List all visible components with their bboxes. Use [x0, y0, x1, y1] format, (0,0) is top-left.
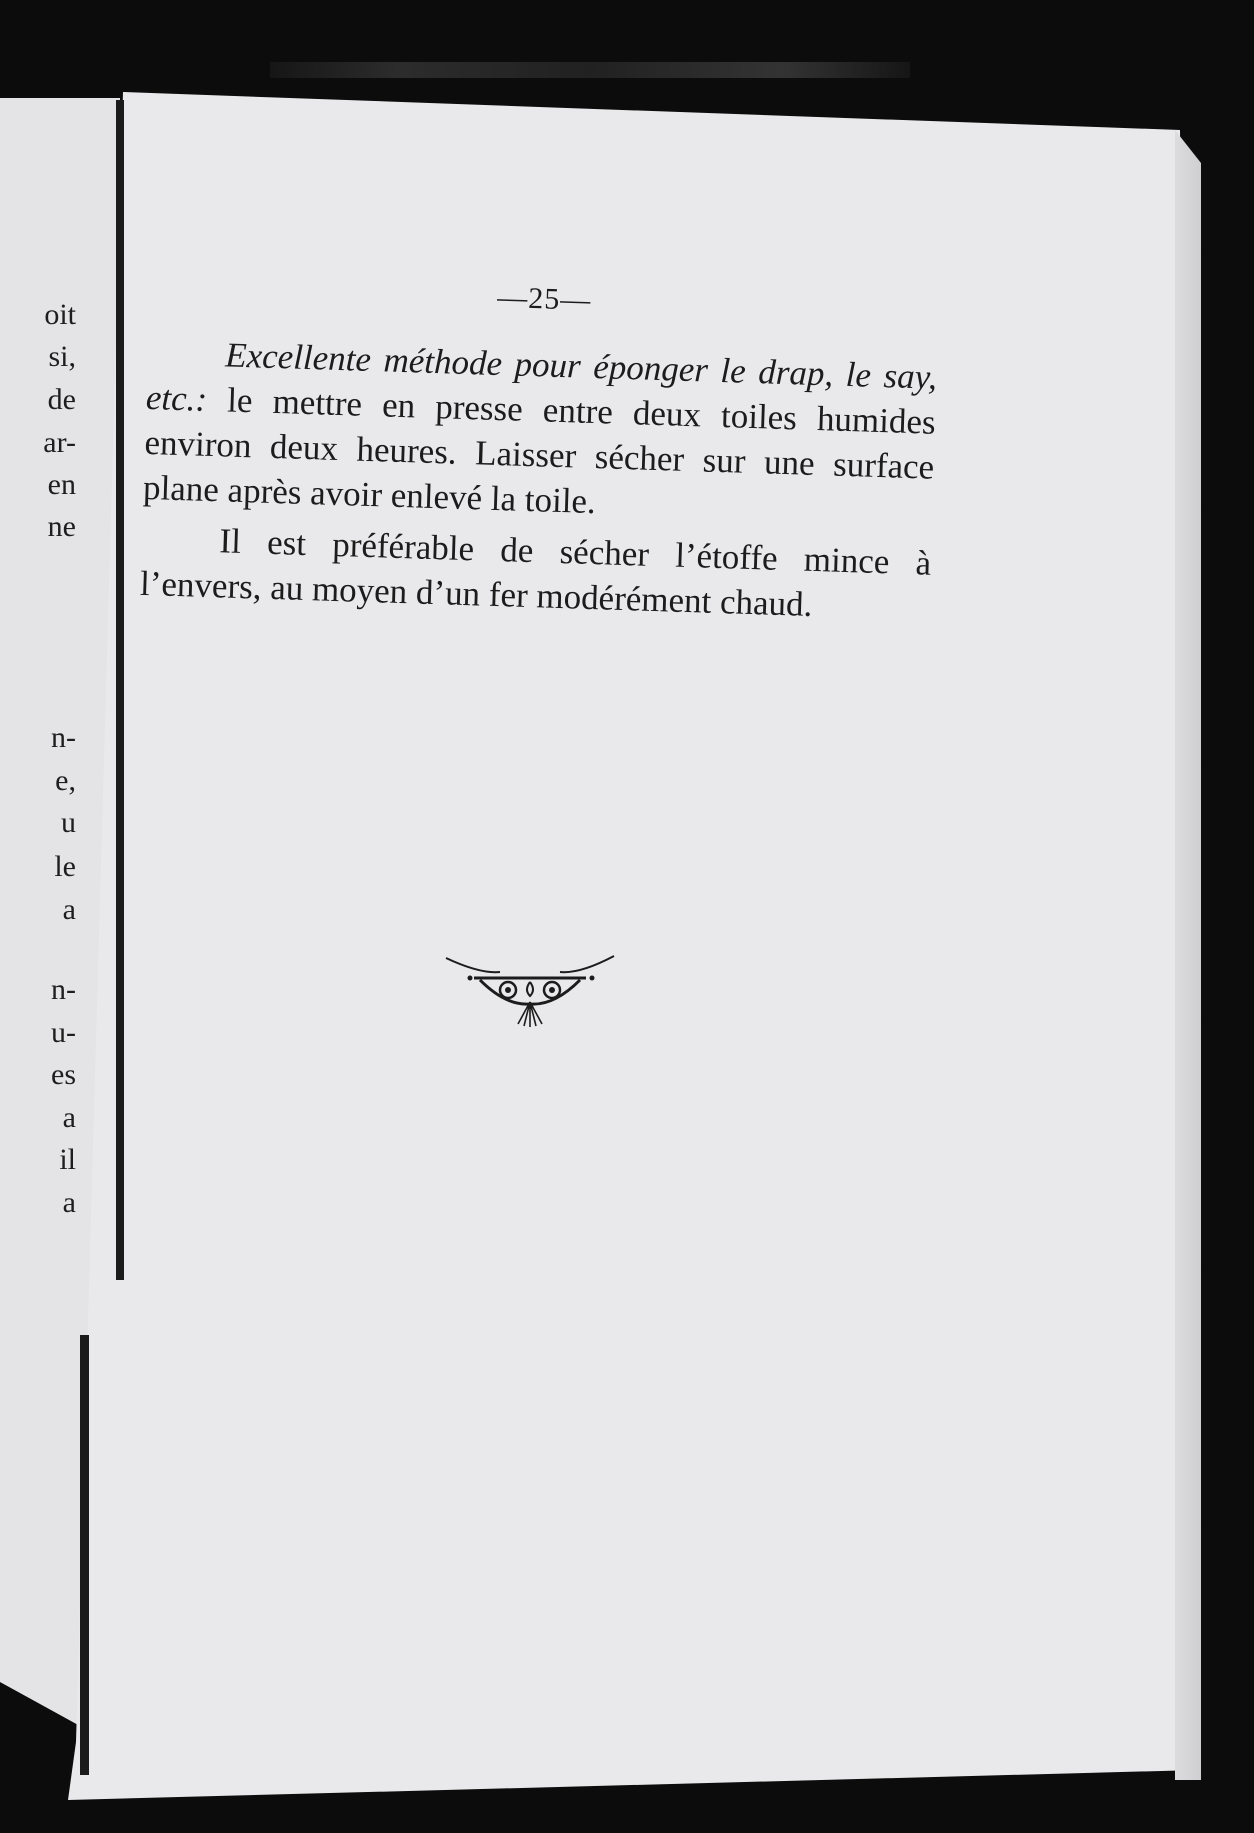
- left-fragment: ne: [47, 510, 76, 543]
- gutter-shadow: [116, 100, 124, 1280]
- page-stack-edge: [1175, 130, 1201, 1780]
- ornamental-flourish-icon: [440, 952, 620, 1032]
- scan-artifact-top: [270, 62, 910, 78]
- left-fragment: si,: [48, 340, 76, 373]
- left-fragment: il: [59, 1143, 76, 1176]
- left-fragment: a: [62, 1101, 76, 1134]
- left-fragment: a: [62, 1186, 76, 1219]
- paragraph-body: le mettre en presse entre deux toiles humides environ deux heures. Laisser sécher sur une surface plane après avoir enlevé la toile.: [142, 379, 937, 522]
- left-fragment: ar-: [43, 426, 76, 459]
- page-number: —25—: [496, 280, 592, 317]
- left-fragment: de: [47, 383, 76, 416]
- left-fragment: e,: [55, 764, 76, 797]
- left-fragment: le: [54, 850, 76, 883]
- left-fragment: es: [51, 1058, 76, 1091]
- left-fragment: en: [47, 468, 76, 501]
- page-text-block: [139, 270, 939, 631]
- left-fragment: u: [61, 806, 76, 839]
- paragraph-body: Il est préférable de sécher l’étoffe mince à l’envers, au moyen d’un fer modérément chaud.: [139, 521, 932, 624]
- paragraph-sponging-method: [142, 330, 937, 535]
- left-fragment: a: [62, 893, 76, 926]
- gutter-shadow-lower: [80, 1335, 89, 1775]
- paragraph-italic-lead: Excellente méthode pour éponger le drap, le say, etc.:: [145, 335, 938, 419]
- left-fragment: oit: [44, 298, 76, 331]
- left-fragment: n-: [51, 973, 76, 1006]
- left-fragment: n-: [51, 721, 76, 754]
- left-fragment: u-: [51, 1016, 76, 1049]
